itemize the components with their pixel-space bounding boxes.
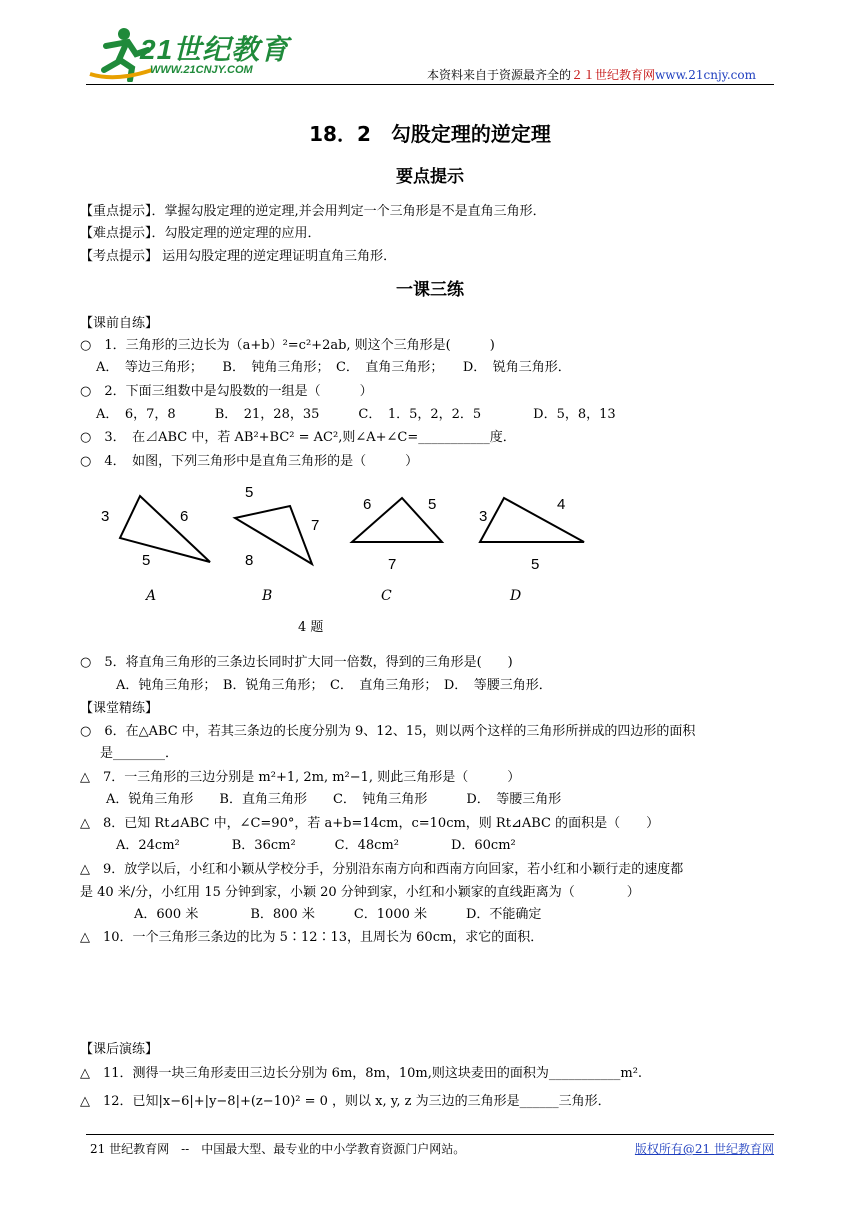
figure-caption: 4 题 <box>298 620 324 635</box>
triangle-b-side-3: 8 <box>245 552 254 569</box>
footer-copyright-link[interactable]: 版权所有@21 世纪教育网 <box>634 1142 774 1156</box>
question-9-line-2: 是 40 米/分，小红用 15 分钟到家，小颖 20 分钟到家，小红和小颖家的直线距离为（ ） <box>80 885 640 900</box>
question-6-line-1: ○ 6．在△ABC 中，若其三条边的长度分别为 9、12、15，则以两个这样的三角形所拼成的四边形的面积 <box>80 724 696 739</box>
triangle-d-side-1: 3 <box>479 508 488 525</box>
question-5: ○ 5．将直角三角形的三条边长同时扩大同一倍数，得到的三角形是( ) <box>80 655 513 670</box>
triangle-c-side-3: 7 <box>388 556 397 573</box>
question-9-options: A．600 米 B．800 米 C．1000 米 D．不能确定 <box>134 907 542 922</box>
footer-left: 21 世纪教育网 -- 中国最大型、最专业的中小学教育资源门户网站。 <box>90 1142 466 1156</box>
triangle-b-label: B <box>262 588 273 604</box>
section-heading-practice: 一课三练 <box>396 280 464 300</box>
triangle-c-side-1: 6 <box>363 496 372 513</box>
post-class-label: 【课后演练】 <box>80 1042 159 1057</box>
section-heading-key-points: 要点提示 <box>396 167 464 187</box>
triangle-c-label: C <box>381 588 392 604</box>
triangle-d-label: D <box>510 588 522 604</box>
triangle-b-side-1: 5 <box>245 484 254 501</box>
question-12: △ 12．已知|x−6|+|y−8|+(z−10)² = 0 ，则以 x, y, z 为三边的三角形是______三角形． <box>80 1094 611 1109</box>
key-point-2: 【难点提示】．勾股定理的逆定理的应用． <box>80 226 321 241</box>
page-title: 18．2 勾股定理的逆定理 <box>309 122 551 146</box>
header-note-site[interactable]: ２１世纪教育网 <box>571 68 656 82</box>
question-2-options: A． 6，7，8 B． 21，28，35 C． 1．5，2，2．5 D．5，8，13 <box>96 407 616 422</box>
question-4-figure <box>90 478 610 608</box>
header-note <box>427 66 756 83</box>
triangle-a <box>120 496 210 562</box>
question-10: △ 10．一个三角形三条边的比为 5∶12∶13，且周长为 60cm，求它的面积． <box>80 930 544 945</box>
question-11: △ 11．测得一块三角形麦田三边长分别为 6m，8m，10m,则这块麦田的面积为___________m². <box>80 1066 643 1081</box>
key-point-1: 【重点提示】．掌握勾股定理的逆定理,并会用判定一个三角形是不是直角三角形． <box>80 204 546 219</box>
question-4: ○ 4． 如图，下列三角形中是直角三角形的是（ ） <box>80 454 419 469</box>
triangle-b-side-2: 7 <box>311 517 320 534</box>
question-1-options: A． 等边三角形； B． 钝角三角形； C． 直角三角形； D． 锐角三角形． <box>96 360 571 375</box>
triangle-a-side-1: 3 <box>101 508 110 525</box>
logo-text: 21世纪教育 <box>140 34 290 65</box>
header-divider <box>86 84 774 85</box>
question-2: ○ 2．下面三组数中是勾股数的一组是（ ） <box>80 384 373 399</box>
triangle-a-label: A <box>146 588 157 604</box>
in-class-label: 【课堂精练】 <box>80 701 159 716</box>
triangle-d-side-3: 5 <box>531 556 540 573</box>
question-6-line-2: 是________． <box>100 746 179 761</box>
triangle-a-side-2: 6 <box>180 508 189 525</box>
key-point-3: 【考点提示】 运用勾股定理的逆定理证明直角三角形． <box>80 249 397 264</box>
triangle-d-side-2: 4 <box>557 496 566 513</box>
question-9-line-1: △ 9．放学以后，小红和小颖从学校分手，分别沿东南方向和西南方向回家，若小红和小颖行走的速度都 <box>80 862 684 877</box>
header-note-prefix: 本资料来自于资源最齐全的 <box>427 68 572 82</box>
question-8-options: A．24cm² B．36cm² C．48cm² D．60cm² <box>116 838 516 853</box>
pre-class-label: 【课前自练】 <box>80 316 159 331</box>
header-note-url[interactable]: www.21cnjy.com <box>655 68 756 82</box>
triangle-c-side-2: 5 <box>428 496 437 513</box>
question-1: ○ 1．三角形的三边长为（a+b）²=c²+2ab, 则这个三角形是( ) <box>80 338 495 353</box>
question-5-options: A．钝角三角形； B．锐角三角形； C． 直角三角形； D． 等腰三角形． <box>116 678 552 693</box>
footer-divider <box>86 1134 774 1135</box>
question-7: △ 7．一三角形的三边分别是 m²+1, 2m, m²−1, 则此三角形是（ ） <box>80 770 521 785</box>
question-8: △ 8．已知 Rt⊿ABC 中，∠C=90°，若 a+b=14cm，c=10cm，则 Rt⊿ABC 的面积是（ ） <box>80 816 660 831</box>
question-7-options: A．锐角三角形 B．直角三角形 C． 钝角三角形 D． 等腰三角形 <box>106 792 562 807</box>
logo-url: WWW.21CNJY.COM <box>150 64 253 76</box>
question-3: ○ 3． 在⊿ABC 中，若 AB²+BC² = AC²,则∠A+∠C=___________度． <box>80 430 516 445</box>
triangle-a-side-3: 5 <box>142 552 151 569</box>
triangle-d <box>480 498 584 542</box>
